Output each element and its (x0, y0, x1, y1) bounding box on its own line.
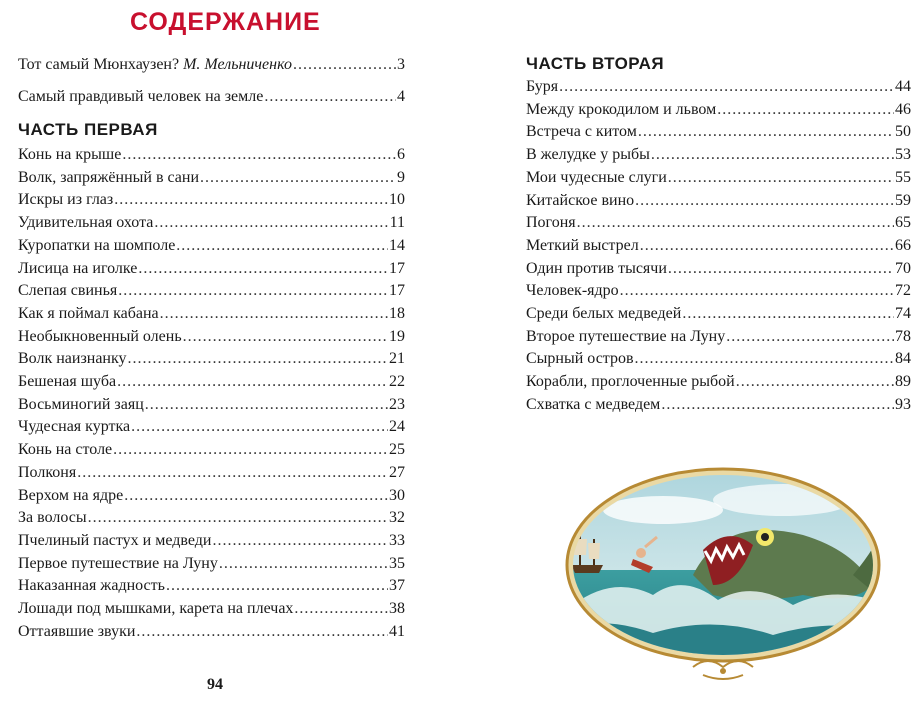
dot-leader (154, 212, 388, 234)
entry-page: 18 (389, 304, 405, 322)
dot-leader (176, 235, 388, 257)
entry-page: 27 (389, 463, 405, 481)
entry-title: Слепая свинья (18, 282, 118, 300)
dot-leader (682, 303, 894, 325)
dot-leader (131, 416, 388, 438)
toc-entry[interactable] (18, 144, 405, 166)
part-one-heading: ЧАСТЬ ПЕРВАЯ (18, 120, 158, 139)
entry-page: 33 (389, 531, 405, 549)
dot-leader (736, 371, 894, 393)
toc-entry[interactable] (526, 326, 911, 348)
toc-entry-intro-1[interactable] (18, 54, 405, 76)
toc-entry[interactable] (18, 462, 405, 484)
entry-page: 50 (895, 123, 911, 141)
entry-title: Волк, запряжённый в сани (18, 168, 200, 186)
dot-leader (661, 394, 894, 416)
entry-page: 74 (895, 305, 911, 322)
dot-leader (88, 507, 388, 529)
entry-title: Человек-ядро (526, 282, 619, 300)
entry-title: Оттаявшие звуки (18, 622, 136, 640)
entry-page: 66 (895, 236, 911, 254)
dot-leader (200, 167, 396, 189)
toc-entry[interactable] (18, 439, 405, 461)
dot-leader (117, 371, 388, 393)
entry-page: 9 (397, 168, 405, 186)
dot-leader (726, 326, 894, 348)
entry-page: 22 (389, 373, 405, 390)
dot-leader (620, 280, 894, 302)
toc-entry[interactable] (18, 348, 405, 370)
entry-title: Первое путешествие на Луну (18, 554, 218, 572)
entry-title: Чудесная куртка (18, 418, 131, 436)
entry-page: 78 (895, 327, 911, 345)
dot-leader (635, 190, 894, 212)
toc-entry[interactable] (526, 394, 911, 416)
toc-entry[interactable] (18, 212, 405, 234)
toc-entry[interactable] (18, 371, 405, 393)
toc-entry[interactable] (18, 553, 405, 575)
toc-entry[interactable] (18, 507, 405, 529)
dot-leader (113, 439, 388, 461)
entry-title: Лошади под мышками, карета на плечах (18, 600, 294, 617)
entry-title: Один против тысячи (526, 259, 667, 277)
entry-page: 32 (389, 509, 405, 527)
page-number: 94 (207, 676, 223, 693)
entry-title: В желудке у рыбы (526, 146, 650, 164)
toc-entry[interactable] (526, 121, 911, 143)
entry-title: Корабли, проглоченные рыбой (526, 373, 735, 391)
toc-entry[interactable] (526, 303, 911, 325)
dot-leader (114, 189, 388, 211)
entry-page: 6 (397, 146, 405, 163)
entry-title: Лисица на иголке (18, 259, 138, 277)
entry-title: За волосы (18, 509, 87, 527)
dot-leader (640, 235, 894, 257)
entry-title: Сырный остров (526, 350, 634, 368)
entry-title: Куропатки на шомполе (18, 236, 176, 254)
entry-title: Между крокодилом и львом (526, 100, 717, 118)
entry-title: Меткий выстрел (526, 236, 639, 254)
entry-page: 72 (895, 282, 911, 300)
entry-page: 4 (397, 88, 405, 105)
part-two-heading: ЧАСТЬ ВТОРАЯ (526, 54, 665, 73)
entry-title: Погоня (526, 214, 576, 232)
entry-title: Самый правдивый человек на земле (18, 88, 264, 105)
entry-title: Буря (526, 78, 559, 95)
entry-title: Удивительная охота (18, 214, 154, 232)
entry-title: Встреча с китом (526, 123, 637, 141)
entry-title: Среди белых медведей (526, 305, 682, 322)
dot-leader (635, 348, 894, 370)
entry-title: Верхом на ядре (18, 486, 124, 504)
entry-title: Пчелиный пастух и медведи (18, 531, 212, 549)
entry-page: 23 (389, 395, 405, 413)
dot-leader (138, 258, 388, 280)
dot-leader (651, 144, 894, 166)
entry-title: Волк наизнанку (18, 350, 127, 368)
toc-entry[interactable] (18, 326, 405, 348)
dot-leader (77, 462, 388, 484)
dot-leader (293, 54, 396, 76)
toc-entry[interactable] (526, 280, 911, 302)
toc-entry[interactable] (526, 144, 911, 166)
dot-leader (717, 99, 894, 121)
entry-page: 46 (895, 100, 911, 118)
toc-entry[interactable] (526, 348, 911, 370)
toc-entry[interactable] (526, 258, 911, 280)
entry-author: М. Мельниченко (183, 56, 292, 73)
toc-entry[interactable] (18, 598, 405, 620)
whale-illustration (553, 455, 893, 695)
entry-title: Полконя (18, 463, 77, 481)
toc-entry[interactable] (18, 621, 405, 643)
toc-entry[interactable] (18, 530, 405, 552)
entry-page: 35 (389, 554, 405, 572)
entry-page: 11 (389, 214, 405, 232)
entry-title: Конь на крыше (18, 146, 122, 163)
dot-leader (124, 485, 388, 507)
entry-page: 17 (389, 282, 405, 300)
entry-page: 59 (895, 191, 911, 209)
entry-title: Мои чудесные слуги (526, 168, 667, 186)
entry-title: Схватка с медведем (526, 395, 661, 413)
entry-page: 3 (397, 56, 405, 73)
toc-entry[interactable] (18, 280, 405, 302)
toc-entry[interactable] (526, 212, 911, 234)
dot-leader (160, 303, 388, 325)
entry-title: Искры из глаз (18, 191, 114, 209)
dot-leader (559, 76, 894, 98)
dot-leader (638, 121, 894, 143)
toc-entry[interactable] (526, 371, 911, 393)
toc-entry[interactable] (526, 190, 911, 212)
ornament-icon (693, 661, 753, 679)
toc-entry[interactable] (526, 235, 911, 257)
dot-leader (145, 394, 388, 416)
contents-title: СОДЕРЖАНИЕ (130, 8, 321, 36)
toc-entry[interactable] (18, 416, 405, 438)
dot-leader (183, 326, 388, 348)
entry-page: 19 (389, 327, 405, 345)
dot-leader (668, 258, 894, 280)
entry-page: 24 (389, 418, 405, 436)
dot-leader (264, 86, 396, 108)
toc-entry[interactable] (526, 99, 911, 121)
entry-page: 44 (895, 78, 911, 95)
entry-title: Наказанная жадность (18, 577, 165, 595)
entry-title: Бешеная шуба (18, 373, 117, 390)
toc-entry[interactable] (18, 303, 405, 325)
dot-leader (166, 575, 388, 597)
toc-entry[interactable] (18, 167, 405, 189)
entry-title: Китайское вино (526, 191, 635, 209)
entry-page: 37 (389, 577, 405, 595)
entry-title: Необыкновенный олень (18, 327, 182, 345)
dot-leader (577, 212, 894, 234)
dot-leader (118, 280, 388, 302)
toc-entry[interactable] (526, 167, 911, 189)
entry-page: 84 (895, 350, 911, 368)
entry-page: 30 (389, 486, 405, 504)
entry-page: 55 (895, 168, 911, 186)
toc-entry[interactable] (18, 394, 405, 416)
dot-leader (212, 530, 388, 552)
toc-entry-intro-2[interactable] (18, 86, 405, 108)
dot-leader (128, 348, 388, 370)
entry-page: 14 (389, 236, 405, 254)
entry-page: 21 (389, 350, 405, 368)
toc-entry[interactable] (18, 189, 405, 211)
toc-entry[interactable] (18, 258, 405, 280)
entry-page: 89 (895, 373, 911, 391)
entry-title: Восьминогий заяц (18, 395, 144, 413)
toc-entry[interactable] (18, 485, 405, 507)
entry-title: Конь на столе (18, 441, 113, 459)
entry-page: 17 (389, 259, 405, 277)
entry-page: 70 (895, 259, 911, 277)
entry-title: Второе путешествие на Луну (526, 327, 726, 345)
dot-leader (668, 167, 894, 189)
toc-entry[interactable] (18, 235, 405, 257)
dot-leader (122, 144, 396, 166)
dot-leader (294, 598, 388, 620)
entry-page: 10 (389, 191, 405, 209)
entry-page: 38 (389, 600, 405, 617)
dot-leader (219, 553, 388, 575)
toc-entry[interactable] (526, 76, 911, 98)
dot-leader (136, 621, 388, 643)
entry-page: 53 (895, 146, 911, 164)
toc-entry[interactable] (18, 575, 405, 597)
entry-page: 25 (389, 441, 405, 459)
entry-title: Тот самый Мюнхаузен? (18, 56, 180, 73)
entry-page: 41 (389, 622, 405, 640)
entry-title: Как я поймал кабана (18, 304, 159, 322)
entry-page: 93 (895, 395, 911, 413)
entry-page: 65 (895, 214, 911, 232)
